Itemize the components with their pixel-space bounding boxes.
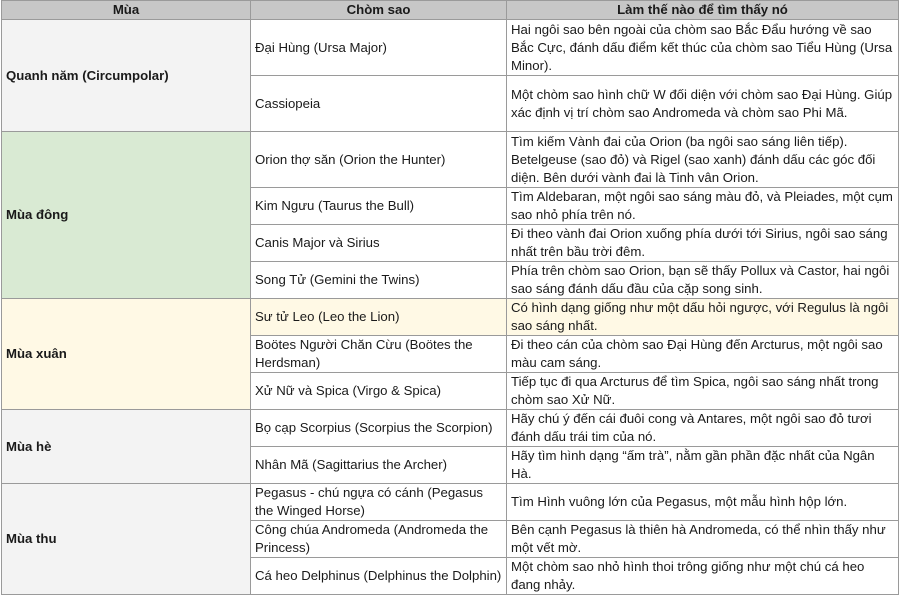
how-to-find-cell: Tìm Aldebaran, một ngôi sao sáng màu đỏ, và Pleiades, một cụm sao nhỏ phía trên nó. [507, 188, 899, 225]
how-to-find-cell: Phía trên chòm sao Orion, bạn sẽ thấy Pollux và Castor, hai ngôi sao sáng đánh dấu đầu của cặp song sinh. [507, 262, 899, 299]
header-row [2, 1, 899, 20]
constellation-cell: Cá heo Delphinus (Delphinus the Dolphin) [251, 558, 507, 595]
table-row [2, 299, 899, 336]
how-to-find-cell: Hai ngôi sao bên ngoài của chòm sao Bắc Đẩu hướng về sao Bắc Cực, đánh dấu điểm kết thúc của chòm sao Tiểu Hùng (Ursa Minor). [507, 20, 899, 76]
season-cell: Mùa đông [2, 132, 251, 299]
how-to-find-cell: Bên cạnh Pegasus là thiên hà Andromeda, có thể nhìn thấy như một vết mờ. [507, 521, 899, 558]
how-to-find-cell: Đi theo cán của chòm sao Đại Hùng đến Arcturus, một ngôi sao màu cam sáng. [507, 336, 899, 373]
constellation-table [1, 0, 899, 595]
constellation-cell: Song Tử (Gemini the Twins) [251, 262, 507, 299]
constellation-cell: Orion thợ săn (Orion the Hunter) [251, 132, 507, 188]
how-to-find-cell: Tiếp tục đi qua Arcturus để tìm Spica, ngôi sao sáng nhất trong chòm sao Xử Nữ. [507, 373, 899, 410]
constellation-cell: Kim Ngưu (Taurus the Bull) [251, 188, 507, 225]
table-row [2, 484, 899, 521]
header-how-to-find: Làm thế nào để tìm thấy nó [507, 1, 899, 20]
constellation-cell: Bọ cạp Scorpius (Scorpius the Scorpion) [251, 410, 507, 447]
header-season: Mùa [2, 1, 251, 20]
how-to-find-cell: Một chòm sao hình chữ W đối diện với chòm sao Đại Hùng. Giúp xác định vị trí chòm sao Andromeda và chòm sao Phi Mã. [507, 76, 899, 132]
season-cell: Mùa thu [2, 484, 251, 595]
how-to-find-cell: Tìm kiếm Vành đai của Orion (ba ngôi sao sáng liên tiếp). Betelgeuse (sao đỏ) và Rigel (sao xanh) đánh dấu các góc đối diện. Bên dưới vành đai là Tinh vân Orion. [507, 132, 899, 188]
table-row [2, 410, 899, 447]
how-to-find-cell: Đi theo vành đai Orion xuống phía dưới tới Sirius, ngôi sao sáng nhất trên bầu trời đêm. [507, 225, 899, 262]
constellation-cell: Nhân Mã (Sagittarius the Archer) [251, 447, 507, 484]
how-to-find-cell: Một chòm sao nhỏ hình thoi trông giống như một chú cá heo đang nhảy. [507, 558, 899, 595]
header-constellation: Chòm sao [251, 1, 507, 20]
table-row [2, 20, 899, 76]
constellation-cell: Đại Hùng (Ursa Major) [251, 20, 507, 76]
season-cell: Quanh năm (Circumpolar) [2, 20, 251, 132]
constellation-cell: Xử Nữ và Spica (Virgo & Spica) [251, 373, 507, 410]
constellation-cell: Canis Major và Sirius [251, 225, 507, 262]
constellation-cell: Boötes Người Chăn Cừu (Boötes the Herdsman) [251, 336, 507, 373]
constellation-cell: Công chúa Andromeda (Andromeda the Princess) [251, 521, 507, 558]
how-to-find-cell: Tìm Hình vuông lớn của Pegasus, một mẫu hình hộp lớn. [507, 484, 899, 521]
how-to-find-cell: Có hình dạng giống như một dấu hỏi ngược, với Regulus là ngôi sao sáng nhất. [507, 299, 899, 336]
constellation-cell: Sư tử Leo (Leo the Lion) [251, 299, 507, 336]
constellation-cell: Pegasus - chú ngựa có cánh (Pegasus the Winged Horse) [251, 484, 507, 521]
how-to-find-cell: Hãy chú ý đến cái đuôi cong và Antares, một ngôi sao đỏ tươi đánh dấu trái tim của nó. [507, 410, 899, 447]
season-cell: Mùa hè [2, 410, 251, 484]
how-to-find-cell: Hãy tìm hình dạng “ấm trà”, nằm gần phần đặc nhất của Ngân Hà. [507, 447, 899, 484]
table-row [2, 132, 899, 188]
season-cell: Mùa xuân [2, 299, 251, 410]
constellation-cell: Cassiopeia [251, 76, 507, 132]
